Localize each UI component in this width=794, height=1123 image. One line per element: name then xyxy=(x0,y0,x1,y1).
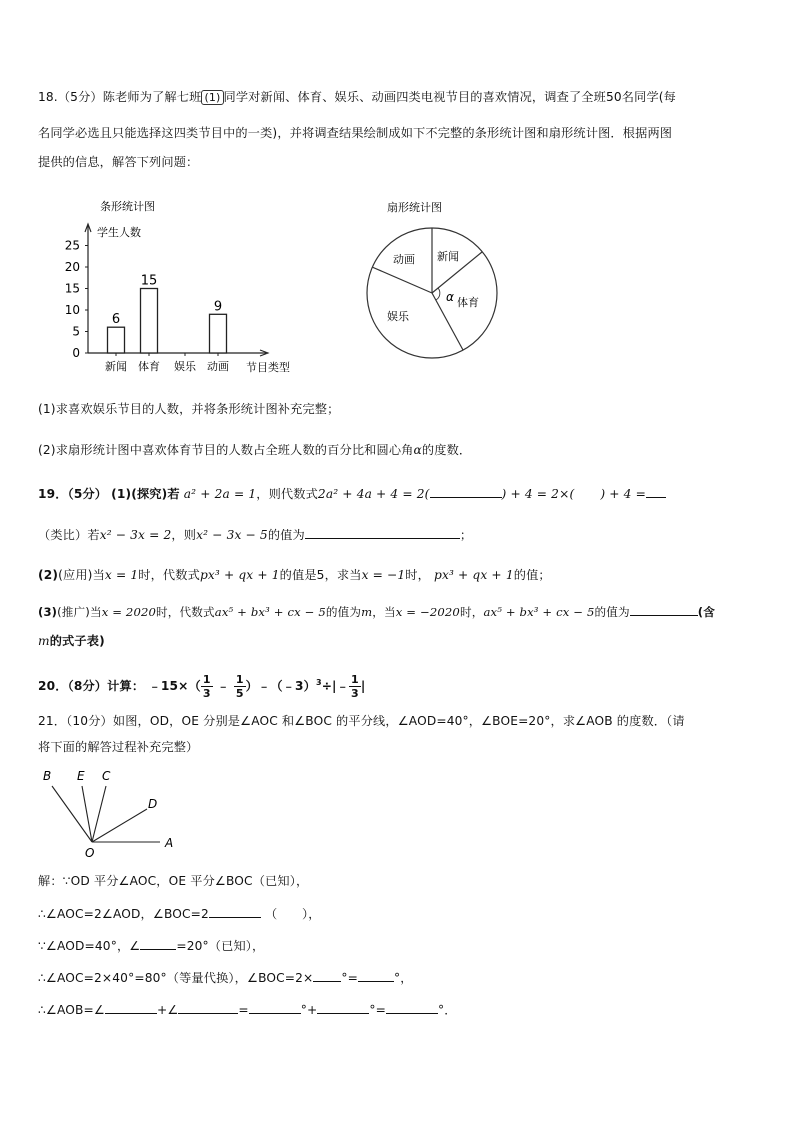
q21-solution-5: ∴∠AOB=∠ +∠ = °+ °= °． xyxy=(38,1000,457,1019)
x-category-label: 动画 xyxy=(207,360,229,373)
x-category-label: 娱乐 xyxy=(174,360,196,373)
pie-chart xyxy=(352,196,512,366)
q21-solution-2: ∴∠AOC=2∠AOD，∠BOC=2 （ ）， xyxy=(38,904,321,923)
ray-oc xyxy=(92,786,106,842)
q18-line1: 18.（5分）陈老师为了解七班 (1) 同学对新闻、体育、娱乐、动画四类电视节目的喜欢情况，调查了全班50名同学(每 xyxy=(38,90,677,104)
answer-blank[interactable] xyxy=(105,1000,157,1014)
answer-blank[interactable] xyxy=(305,525,460,539)
answer-blank[interactable] xyxy=(249,1000,301,1014)
pie-label-donghua: 动画 xyxy=(393,253,415,266)
y-tick-label: 0 xyxy=(72,346,80,360)
q19-line3: (2)(应用)当x = 1时，代数式px³ + qx + 1的值是5，求当x = −1时， px³ + qx + 1的值； xyxy=(38,568,551,582)
q19-line2: （类比）若x² − 3x = 2，则x² − 3x − 5的值为 ； xyxy=(38,525,472,544)
bar-chart-title: 条形统计图 xyxy=(100,200,155,213)
fraction: $\frac{1}{3}$ xyxy=(202,673,211,701)
fraction: $\frac{1}{5}$ xyxy=(235,673,244,701)
q19-line1: 19．（5分） (1)(探究)若 a² + 2a = 1，则代数式2a² + 4a + 4 = 2( ) + 4 = 2×( ) + 4 = xyxy=(38,484,666,503)
q18-part2: (2)求扇形统计图中喜欢体育节目的人数占全班人数的百分比和圆心角α的度数． xyxy=(38,443,472,457)
q18-line3: 提供的信息，解答下列问题： xyxy=(38,155,199,169)
class-number: (1) xyxy=(201,90,223,105)
y-tick-label: 25 xyxy=(64,238,80,253)
answer-blank[interactable] xyxy=(317,1000,369,1014)
bar-chart-xlabel: 节目类型 xyxy=(246,361,290,374)
bar-value-label: 6 xyxy=(111,312,121,328)
q18-part1: (1)求喜欢娱乐节目的人数，并将条形统计图补充完整； xyxy=(38,402,340,416)
bar-value-label: 15 xyxy=(140,273,158,289)
ray-ob xyxy=(52,786,92,842)
point-e: E xyxy=(77,769,85,783)
answer-blank[interactable] xyxy=(386,1000,438,1014)
answer-blank[interactable] xyxy=(430,484,502,498)
q21-line1: 21．（10分）如图，OD，OE 分别是∠AOC 和∠BOC 的平分线，∠AOD=40°，∠BOE=20°，求∠AOB 的度数．（请 xyxy=(38,714,685,728)
pie-chart-title: 扇形统计图 xyxy=(387,201,442,214)
pie-alpha: α xyxy=(446,290,454,304)
angle-figure xyxy=(40,764,190,859)
y-tick-label: 15 xyxy=(64,281,80,296)
answer-blank[interactable] xyxy=(574,485,600,498)
ray-oe xyxy=(82,786,92,842)
point-b: B xyxy=(43,769,52,783)
answer-blank[interactable] xyxy=(646,484,666,498)
bar xyxy=(141,289,158,354)
bar-chart xyxy=(56,196,306,381)
point-a: A xyxy=(165,836,174,850)
y-tick-label: 10 xyxy=(64,303,80,317)
answer-blank[interactable] xyxy=(140,936,176,950)
bar xyxy=(108,327,125,353)
q21-line2: 将下面的解答过程补充完整） xyxy=(38,740,199,754)
fraction: $\frac{1}{3}$ xyxy=(351,673,359,701)
point-d: D xyxy=(148,797,158,811)
answer-blank[interactable] xyxy=(178,1000,238,1014)
bar xyxy=(210,314,227,353)
x-category-label: 新闻 xyxy=(105,360,127,373)
q19-line4: (3)(推广)当x = 2020时，代数式ax⁵ + bx³ + cx − 5的值为m，当x = −2020时，ax⁵ + bx³ + cx − 5的值为 (含 xyxy=(38,602,715,621)
ray-od xyxy=(92,809,147,842)
pie-label-tiyu: 体育 xyxy=(457,296,479,309)
q19-line5: m的式子表) xyxy=(38,634,105,648)
x-category-label: 体育 xyxy=(138,360,160,373)
pie-label-xinwen: 新闻 xyxy=(437,250,459,263)
q20-line: 20．（8分）计算： ﹣15×（ $\frac{1}{3}$ ﹣ $\frac{1}{5}$ ）﹣（﹣3）$^3$÷|﹣ $\frac{1}{3}$ | xyxy=(38,673,366,701)
answer-blank[interactable] xyxy=(358,968,394,982)
y-tick-label: 20 xyxy=(64,260,80,274)
y-tick-label: 5 xyxy=(72,324,80,339)
q21-solution-3: ∵∠AOD=40°，∠ =20°（已知）， xyxy=(38,936,264,955)
q21-solution-4: ∴∠AOC=2×40°=80°（等量代换），∠BOC=2× °= °， xyxy=(38,968,413,987)
answer-blank[interactable] xyxy=(313,968,341,982)
point-c: C xyxy=(102,769,111,783)
point-o: O xyxy=(85,846,95,859)
answer-blank[interactable] xyxy=(630,602,698,616)
q21-solution-1: 解：∵OD 平分∠AOC，OE 平分∠BOC（已知）， xyxy=(38,874,309,888)
bar-chart-ylabel: 学生人数 xyxy=(97,226,141,239)
pie-radius-news-left xyxy=(372,267,432,293)
pie-label-yule: 娱乐 xyxy=(387,310,409,323)
bar-value-label: 9 xyxy=(213,299,223,315)
answer-blank[interactable] xyxy=(209,904,261,918)
q18-line2: 名同学必选且只能选择这四类节目中的一类)，并将调查结果绘制成如下不完整的条形统计图和扇形统计图．根据两图 xyxy=(38,126,673,140)
